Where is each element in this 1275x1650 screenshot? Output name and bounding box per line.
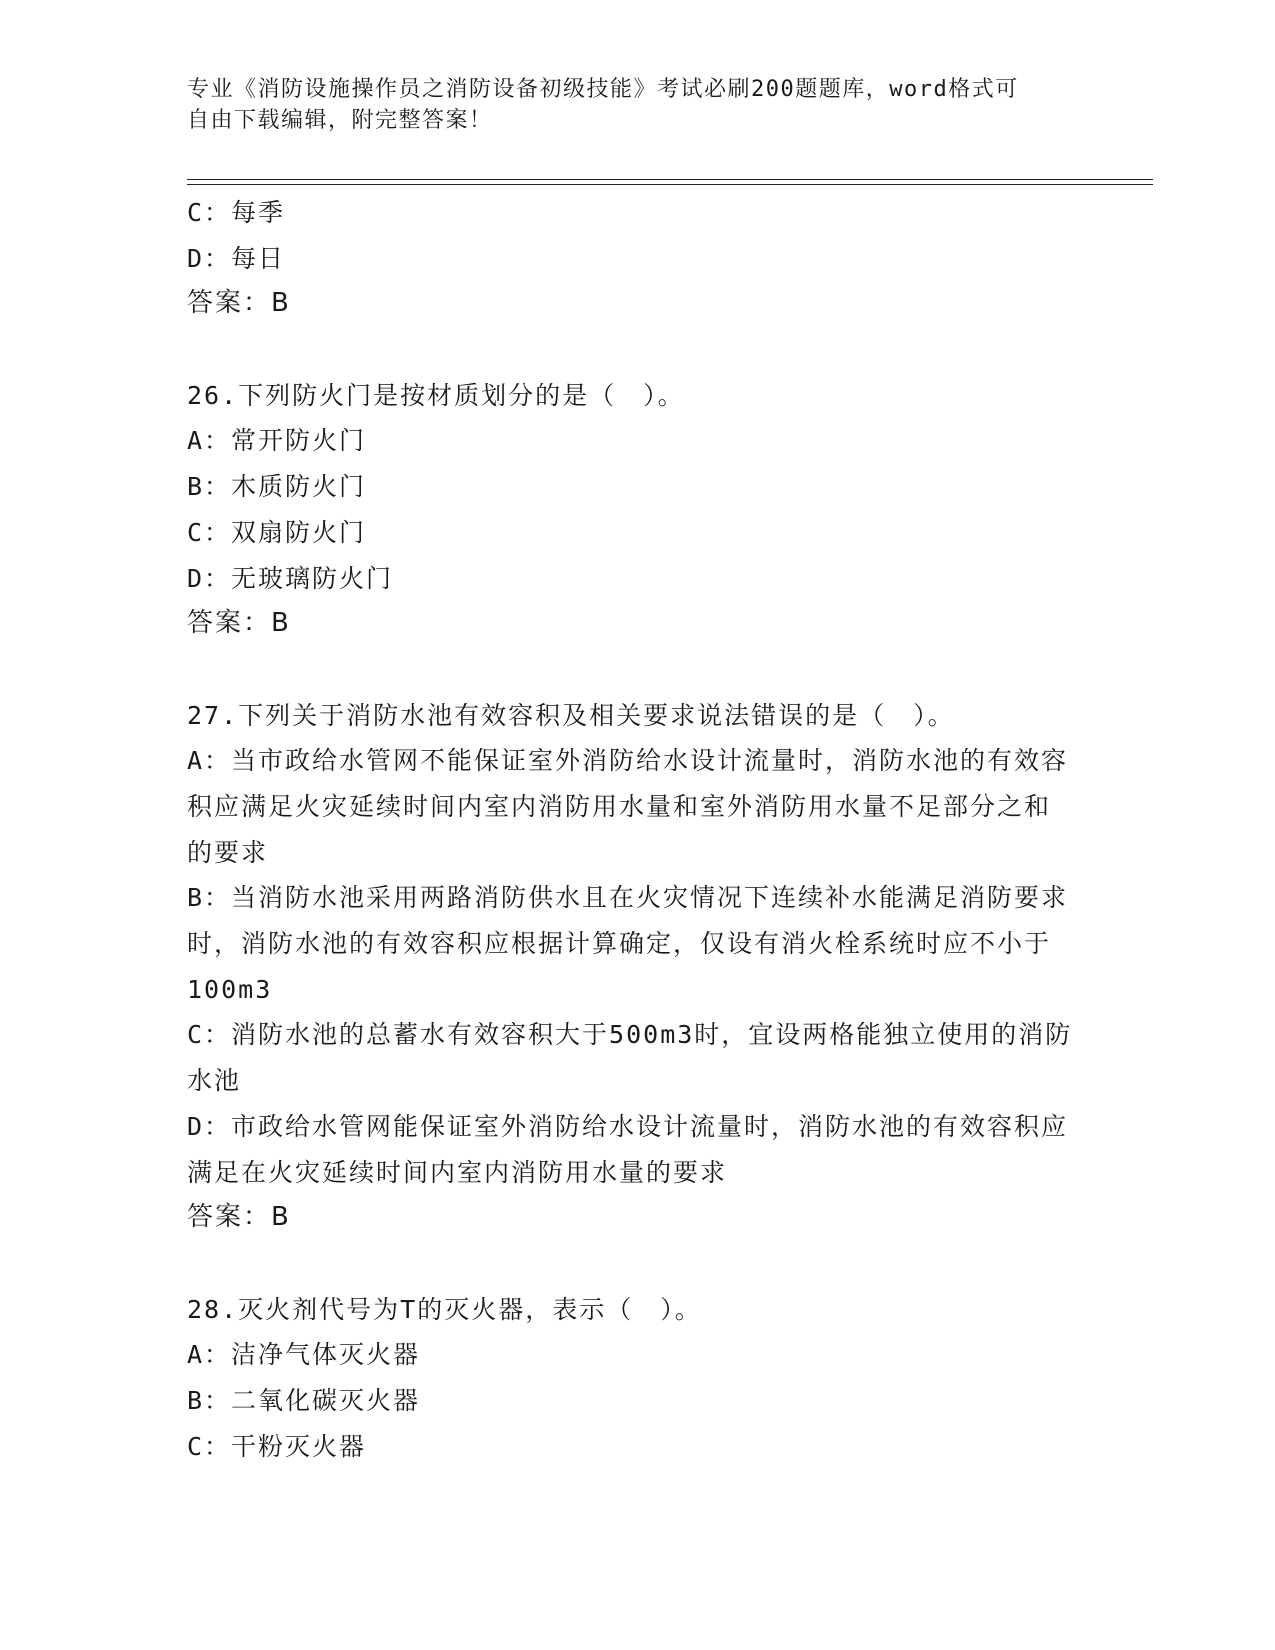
question-27: [187, 693, 1077, 1241]
header-divider-top: [187, 179, 1153, 180]
answer-line: 答案：B: [187, 1202, 291, 1233]
option-d: D：无玻璃防火门: [187, 563, 394, 593]
document-header: [187, 74, 1067, 136]
option-b: B：当消防水池采用两路消防供水且在火灾情况下连续补水能满足消防要求时，消防水池的有效容积应根据计算确定，仅设有消火栓系统时应不小于100m3: [187, 883, 1069, 1004]
question-28: [187, 1287, 1077, 1470]
question-stem: 26.下列防火门是按材质划分的是（ ）。: [187, 380, 685, 410]
option-b: B：木质防火门: [187, 472, 367, 502]
option-a: A：洁净气体灭火器: [187, 1340, 421, 1370]
question-25-continued: [187, 190, 1077, 327]
question-stem: 27.下列关于消防水池有效容积及相关要求说法错误的是（ ）。: [187, 700, 955, 730]
question-list: [187, 190, 1077, 1469]
spacer: [187, 1241, 1077, 1287]
option-d: D：市政给水管网能保证室外消防给水设计流量时，消防水池的有效容积应满足在火灾延续时间内室内消防用水量的要求: [187, 1111, 1069, 1187]
option-b: B：二氧化碳灭火器: [187, 1386, 421, 1416]
header-line-1: 专业《消防设施操作员之消防设备初级技能》考试必刷200题题库，word格式可: [187, 77, 1019, 102]
question-26: [187, 373, 1077, 647]
question-stem: 28.灭火剂代号为T的灭火器，表示（ ）。: [187, 1294, 702, 1324]
header-divider-bottom: [187, 184, 1153, 185]
option-c: C：双扇防火门: [187, 517, 367, 547]
option-a: A：当市政给水管网不能保证室外消防给水设计流量时，消防水池的有效容积应满足火灾延续时间内室内消防用水量和室外消防用水量不足部分之和的要求: [187, 746, 1069, 867]
spacer: [187, 327, 1077, 373]
answer-line: 答案：B: [187, 288, 291, 319]
option-c: C：干粉灭火器: [187, 1431, 367, 1461]
spacer: [187, 647, 1077, 693]
answer-line: 答案：B: [187, 608, 291, 639]
option-c: C：消防水池的总蓄水有效容积大于500m3时，宜设两格能独立使用的消防水池: [187, 1020, 1073, 1096]
option-a: A：常开防火门: [187, 426, 367, 456]
option-c: C：每季: [187, 198, 286, 227]
option-d: D：每日: [187, 243, 286, 273]
header-line-2: 自由下载编辑，附完整答案！: [187, 108, 493, 133]
